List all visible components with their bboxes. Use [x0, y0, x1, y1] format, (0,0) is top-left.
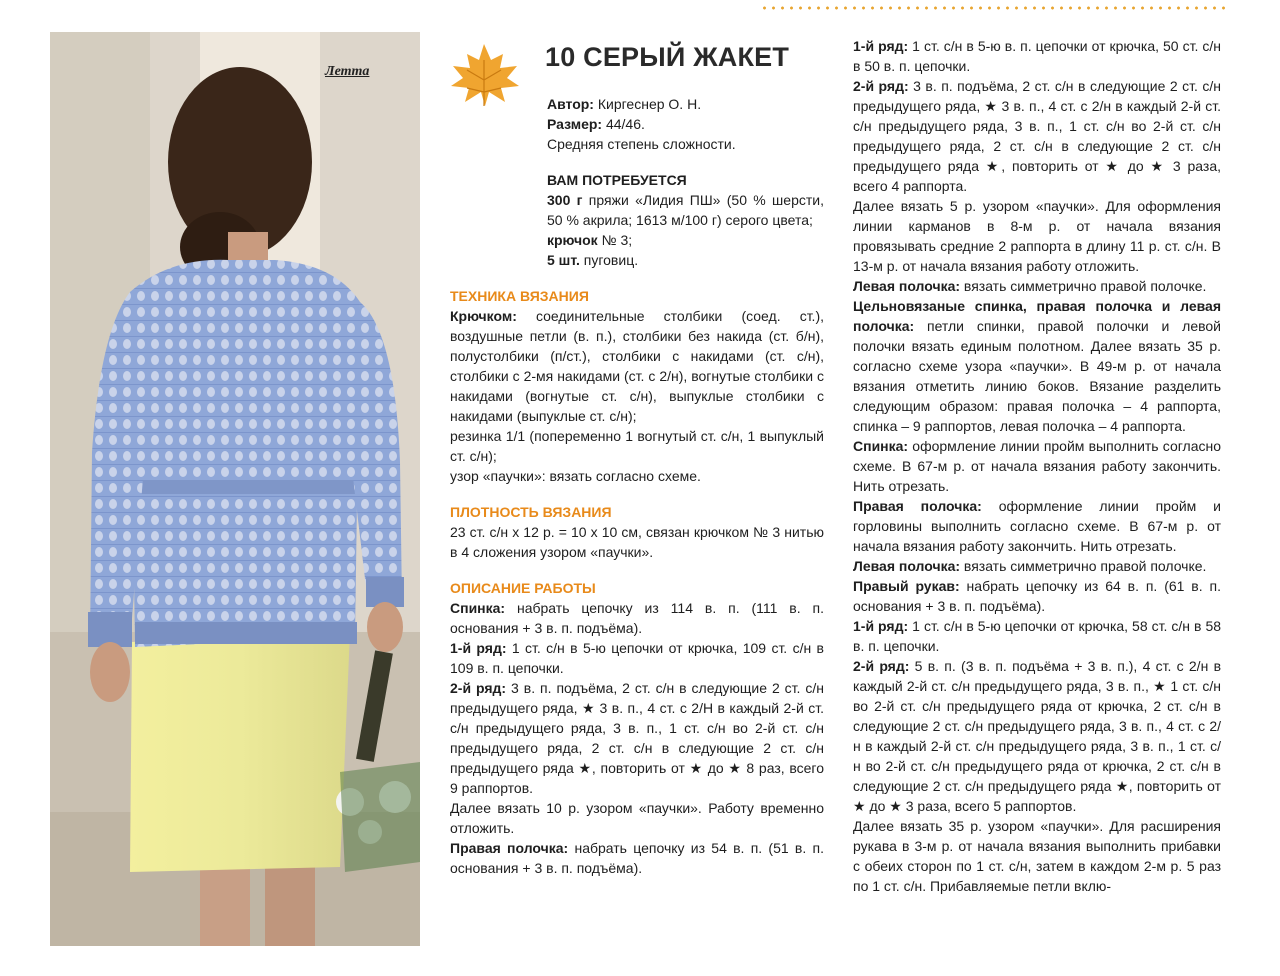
technique-heading: ТЕХНИКА ВЯЗАНИЯ	[450, 288, 589, 304]
c3-left-front-label: Левая полочка:	[853, 278, 961, 294]
c3-row1-text: 1 ст. с/н в 5-ю в. п. цепочки от крючка, 50 ст. с/н в 50 в. п. цепочки.	[853, 38, 1221, 74]
difficulty: Средняя степень сложности.	[547, 136, 736, 152]
c3-sleeve-row2-text: 5 в. п. (3 в. п. подъёма + 3 в. п.), 4 ст. с 2/н в каждый 2-й ст. с/н предыдущего ряда, 3 в. п., ★ 1 ст. с/н во 2-й ст. с/н предыдущего ряда от крючка, 2 ст. с/н в следующие 2 ст. с/н предыдущего ряда, 3 в. п., 4 ст. с 2/н в каждый 2-й ст. с/н предыдущего ряда, 3 в. п., 1 ст. с/н во 2-й ст. с/н предыдущего ряда от крючка, 2 ст. с/н в следующие 2 ст. с/н предыдущего ряда ★, повторить от ★ до ★ 3 раза, всего 5 раппортов.	[853, 658, 1222, 814]
author-value: Киргеснер О. Н.	[593, 96, 702, 112]
c3-right-front-label: Правая полочка:	[853, 498, 982, 514]
c3-back-label: Спинка:	[853, 438, 909, 454]
c3-left-front2-text: вязать симметрично правой полочке.	[960, 558, 1207, 574]
technique-pattern: узор «паучки»: вязать согласно схеме.	[450, 468, 701, 484]
author-label: Автор:	[547, 96, 594, 112]
technique-label: Крючком:	[450, 308, 517, 324]
info-block	[450, 94, 824, 270]
c3-row1-label: 1-й ряд:	[853, 38, 909, 54]
c3-row2-text: 3 в. п. подъёма, 2 ст. с/н в следующие 2 ст. с/н предыдущего ряда, ★ 3 в. п., 4 ст. с 2/н в каждый 2-й ст. с/н предыдущего ряда, 3 в. п., 1 ст. с/н во 2-й ст. с/н предыдущего ряда, 2 ст. с/н в следующие 2 ст. с/н предыдущего ряда ★, повторить от ★ до ★ 3 раза, всего 4 раппорта.	[853, 78, 1222, 194]
technique-text: соединительные столбики (соед. ст.), воздушные петли (в. п.), столбики без накида (ст. б/н), полустолбики (п/ст.), столбики с накидами (ст. с/н), столбики с 2-мя накидами (ст. с 2/н), вогнутые столбики с накидами (вогнутые ст. с/н), выпуклые столбики с накидами (выпуклые ст. с/н);	[450, 308, 824, 424]
dotted-rule	[760, 6, 1230, 10]
yarn-text: пряжи «Лидия ПШ» (50 % шерсти, 50 % акрила; 1613 м/100 г) серого цвета;	[547, 192, 824, 228]
c3-whole-label: Цельновязаные спинка, правая полочка и левая полочка:	[853, 298, 1221, 334]
needs-heading: ВАМ ПОТРЕБУЕТСЯ	[547, 172, 687, 188]
buttons-count: 5 шт.	[547, 252, 580, 268]
density-heading: ПЛОТНОСТЬ ВЯЗАНИЯ	[450, 504, 612, 520]
c3-back-text: оформление линии пройм выполнить согласно схеме. В 67-м р. от начала вязания работу закончить. Нить отрезать.	[853, 438, 1221, 494]
column-right	[853, 36, 1221, 896]
c3-sleeve-row2-label: 2-й ряд:	[853, 658, 910, 674]
hook-text: № 3;	[597, 232, 633, 248]
continue-text: Далее вязать 10 р. узором «паучки». Работу временно отложить.	[450, 800, 824, 836]
technique-rib: резинка 1/1 (попеременно 1 вогнутый ст. с/н, 1 выпуклый ст. с/н);	[450, 428, 824, 464]
row1-text: 1 ст. с/н в 5-ю цепочки от крючка, 109 ст. с/н в 109 в. п. цепочки.	[450, 640, 824, 676]
back-label: Спинка:	[450, 600, 506, 616]
c3-pockets-text: Далее вязать 5 р. узором «паучки». Для оформления линии карманов в 8-м р. от начала вязания провязывать средние 2 раппорта в длину 11 р. ст. с/н. В 13-м р. от начала вязания работу отложить.	[853, 198, 1221, 274]
density-text: 23 ст. с/н х 12 р. = 10 х 10 см, связан крючком № 3 нитью в 4 сложения узором «паучки».	[450, 524, 824, 560]
yarn-amount: 300 г	[547, 192, 583, 208]
row1-label: 1-й ряд:	[450, 640, 507, 656]
right-front-text: набрать цепочку из 54 в. п. (51 в. п. основания + 3 в. п. подъёма).	[450, 840, 824, 876]
c3-left-front-text: вязать симметрично правой полочке.	[960, 278, 1207, 294]
c3-sleeve-text: набрать цепочку из 64 в. п. (61 в. п. основания + 3 в. п. подъёма).	[853, 578, 1221, 614]
c3-sleeve-row1-label: 1-й ряд:	[853, 618, 909, 634]
watermark: Летта	[325, 64, 370, 79]
c3-right-front-text: оформление линии пройм и горловины выполнить согласно схеме. В 67-м р. от начала вязания работу закончить. Нить отрезать.	[853, 498, 1221, 554]
c3-sleeve-row1-text: 1 ст. с/н в 5-ю цепочки от крючка, 58 ст. с/н в 58 в. п. цепочки.	[853, 618, 1222, 654]
c3-row2-label: 2-й ряд:	[853, 78, 909, 94]
jacket-photo-illustration	[50, 32, 420, 946]
c3-sleeve-continue: Далее вязать 35 р. узором «паучки». Для расширения рукава в 3-м р. от начала вязания выполнить прибавки с обеих сторон по 1 ст. с/н, затем в каждом 2-м р. 5 раз по 1 ст. с/н. Прибавляемые петли вклю-	[853, 818, 1221, 894]
size-label: Размер:	[547, 116, 603, 132]
c3-left-front2-label: Левая полочка:	[853, 558, 961, 574]
buttons-text: пуговиц.	[579, 252, 639, 268]
c3-sleeve-label: Правый рукав:	[853, 578, 960, 594]
row2-label: 2-й ряд:	[450, 680, 507, 696]
hook-label: крючок	[547, 232, 598, 248]
c3-whole-text: петли спинки, правой полочки и левой полочки вязать единым полотном. Далее вязать 35 р. согласно схеме узора «паучки». В 49-м р. от начала вязания отметить линию боков. Вязание разделить следующим образом: правая полочка – 4 раппорта, спинка – 9 раппортов, левая полочка – 4 раппорта.	[853, 318, 1221, 434]
description-heading: ОПИСАНИЕ РАБОТЫ	[450, 580, 596, 596]
page-title: 10 СЕРЫЙ ЖАКЕТ	[545, 42, 790, 72]
model-photo	[50, 32, 420, 946]
right-front-label: Правая полочка:	[450, 840, 569, 856]
back-text: набрать цепочку из 114 в. п. (111 в. п. основания + 3 в. п. подъёма).	[450, 600, 824, 636]
column-middle	[450, 94, 824, 878]
row2-text: 3 в. п. подъёма, 2 ст. с/н в следующие 2 ст. с/н предыдущего ряда, ★ 3 в. п., 4 ст. с 2/Н в каждый 2-й ст. с/н предыдущего ряда, 3 в. п., 1 ст. с/н во 2-й ст. с/н предыдущего ряда, 2 ст. с/н в следующие 2 ст. с/н предыдущего ряда ★, повторить от ★ до ★ 8 раз, всего 9 раппортов.	[450, 680, 824, 796]
size-value: 44/46.	[602, 116, 645, 132]
